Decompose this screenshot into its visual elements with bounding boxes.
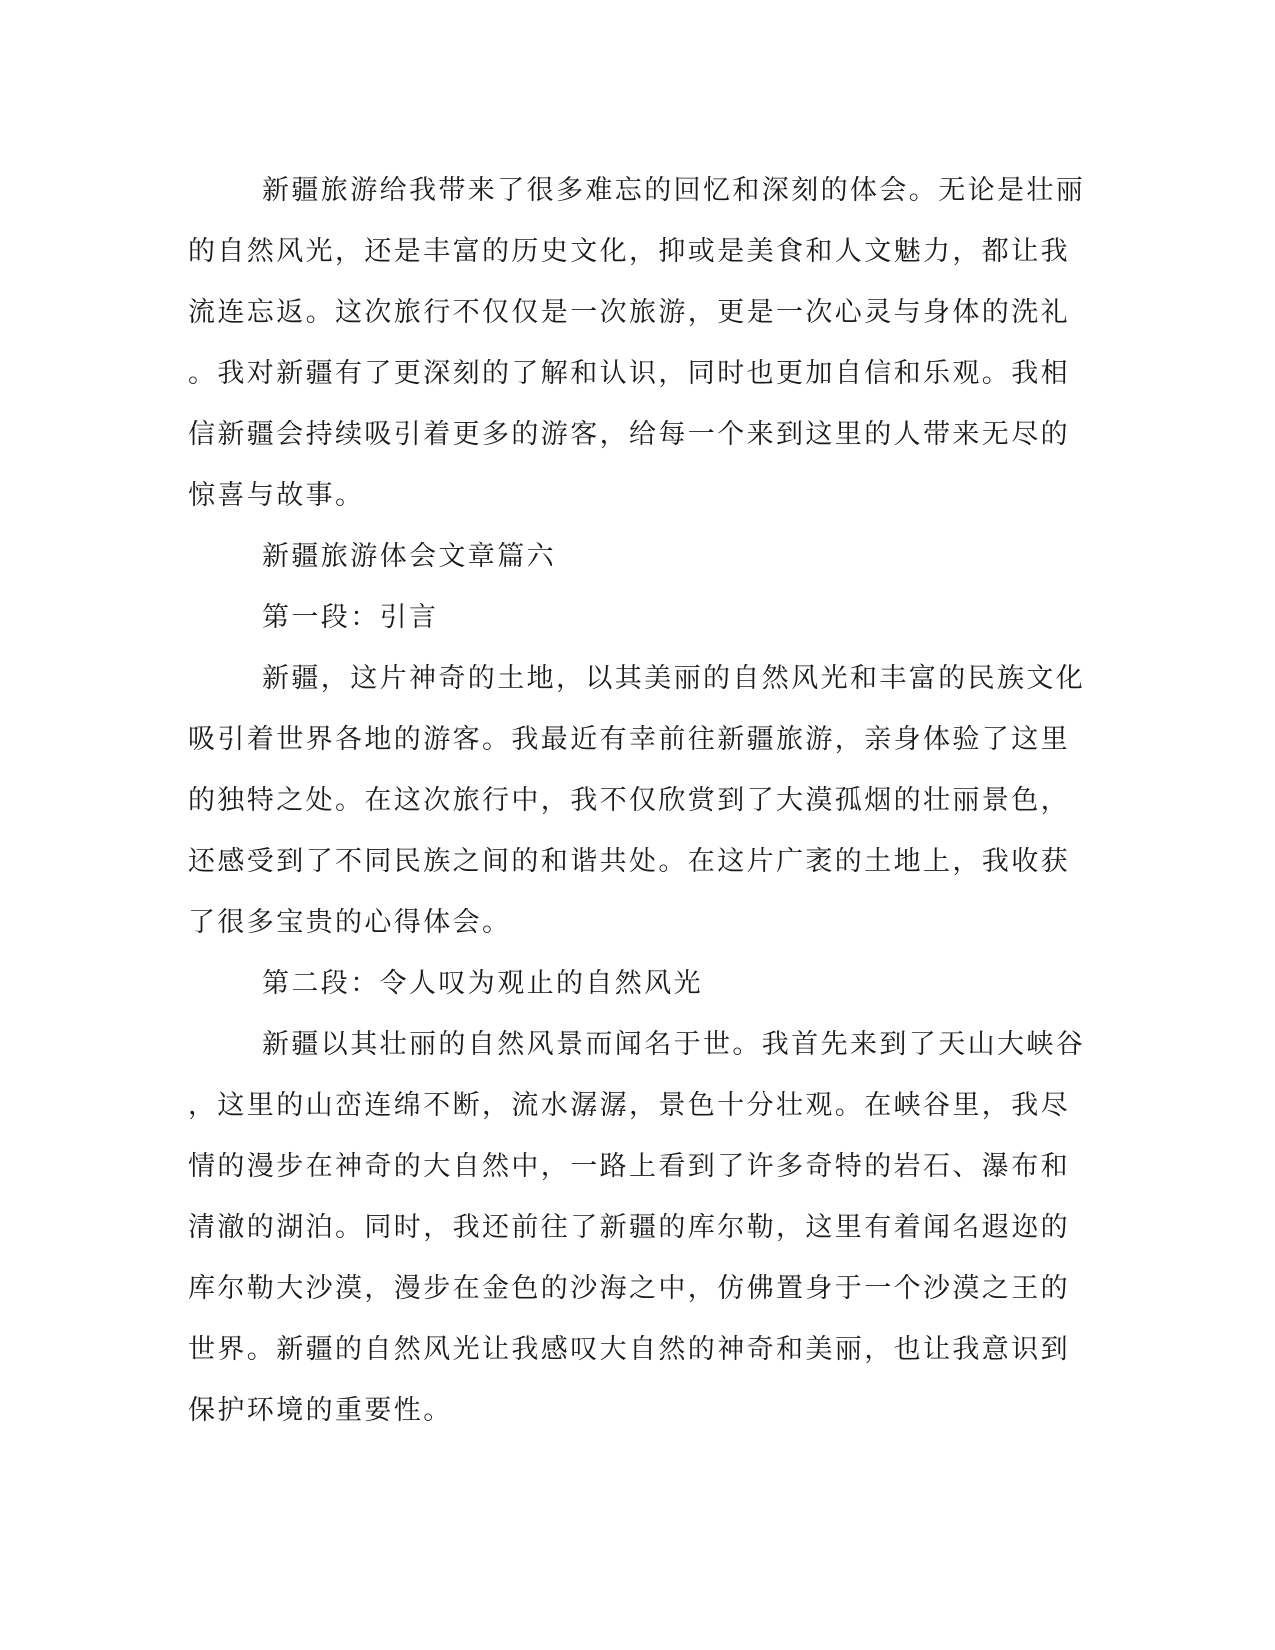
paragraph-line: 流连忘返。这次旅行不仅仅是一次旅游，更是一次心灵与身体的洗礼 [188, 297, 1070, 328]
paragraph-line: 新疆旅游给我带来了很多难忘的回忆和深刻的体会。无论是壮丽 [262, 175, 1086, 206]
document-body [188, 160, 1086, 1441]
paragraph-line: 惊喜与故事。 [188, 480, 365, 511]
paragraph-line: 。我对新疆有了更深刻的了解和认识，同时也更加自信和乐观。我相 [188, 358, 1070, 389]
paragraph-line: 世界。新疆的自然风光让我感叹大自然的神奇和美丽，也让我意识到 [188, 1334, 1070, 1365]
paragraph-line: 信新疆会持续吸引着更多的游客，给每一个来到这里的人带来无尽的 [188, 419, 1070, 450]
section-heading: 第二段：令人叹为观止的自然风光 [262, 968, 703, 999]
paragraph-line: 库尔勒大沙漠，漫步在金色的沙海之中，仿佛置身于一个沙漠之王的 [188, 1273, 1070, 1304]
paragraph-line: 新疆以其壮丽的自然风景而闻名于世。我首先来到了天山大峡谷 [262, 1029, 1086, 1060]
paragraph-line: 吸引着世界各地的游客。我最近有幸前往新疆旅游，亲身体验了这里 [188, 724, 1070, 755]
paragraph-line: 新疆，这片神奇的土地，以其美丽的自然风光和丰富的民族文化 [262, 663, 1086, 694]
paragraph-line: 保护环境的重要性。 [188, 1395, 453, 1426]
paragraph-line: 清澈的湖泊。同时，我还前往了新疆的库尔勒，这里有着闻名遐迩的 [188, 1212, 1070, 1243]
paragraph-line: ，这里的山峦连绵不断，流水潺潺，景色十分壮观。在峡谷里，我尽 [188, 1090, 1070, 1121]
paragraph-line: 的自然风光，还是丰富的历史文化，抑或是美食和人文魅力，都让我 [188, 236, 1070, 267]
article-heading: 新疆旅游体会文章篇六 [262, 541, 556, 572]
paragraph-line: 了很多宝贵的心得体会。 [188, 907, 512, 938]
section-heading: 第一段：引言 [262, 602, 439, 633]
paragraph-line: 还感受到了不同民族之间的和谐共处。在这片广袤的土地上，我收获 [188, 846, 1070, 877]
paragraph-line: 的独特之处。在这次旅行中，我不仅欣赏到了大漠孤烟的壮丽景色， [188, 785, 1070, 816]
paragraph-line: 情的漫步在神奇的大自然中，一路上看到了许多奇特的岩石、瀑布和 [188, 1151, 1070, 1182]
